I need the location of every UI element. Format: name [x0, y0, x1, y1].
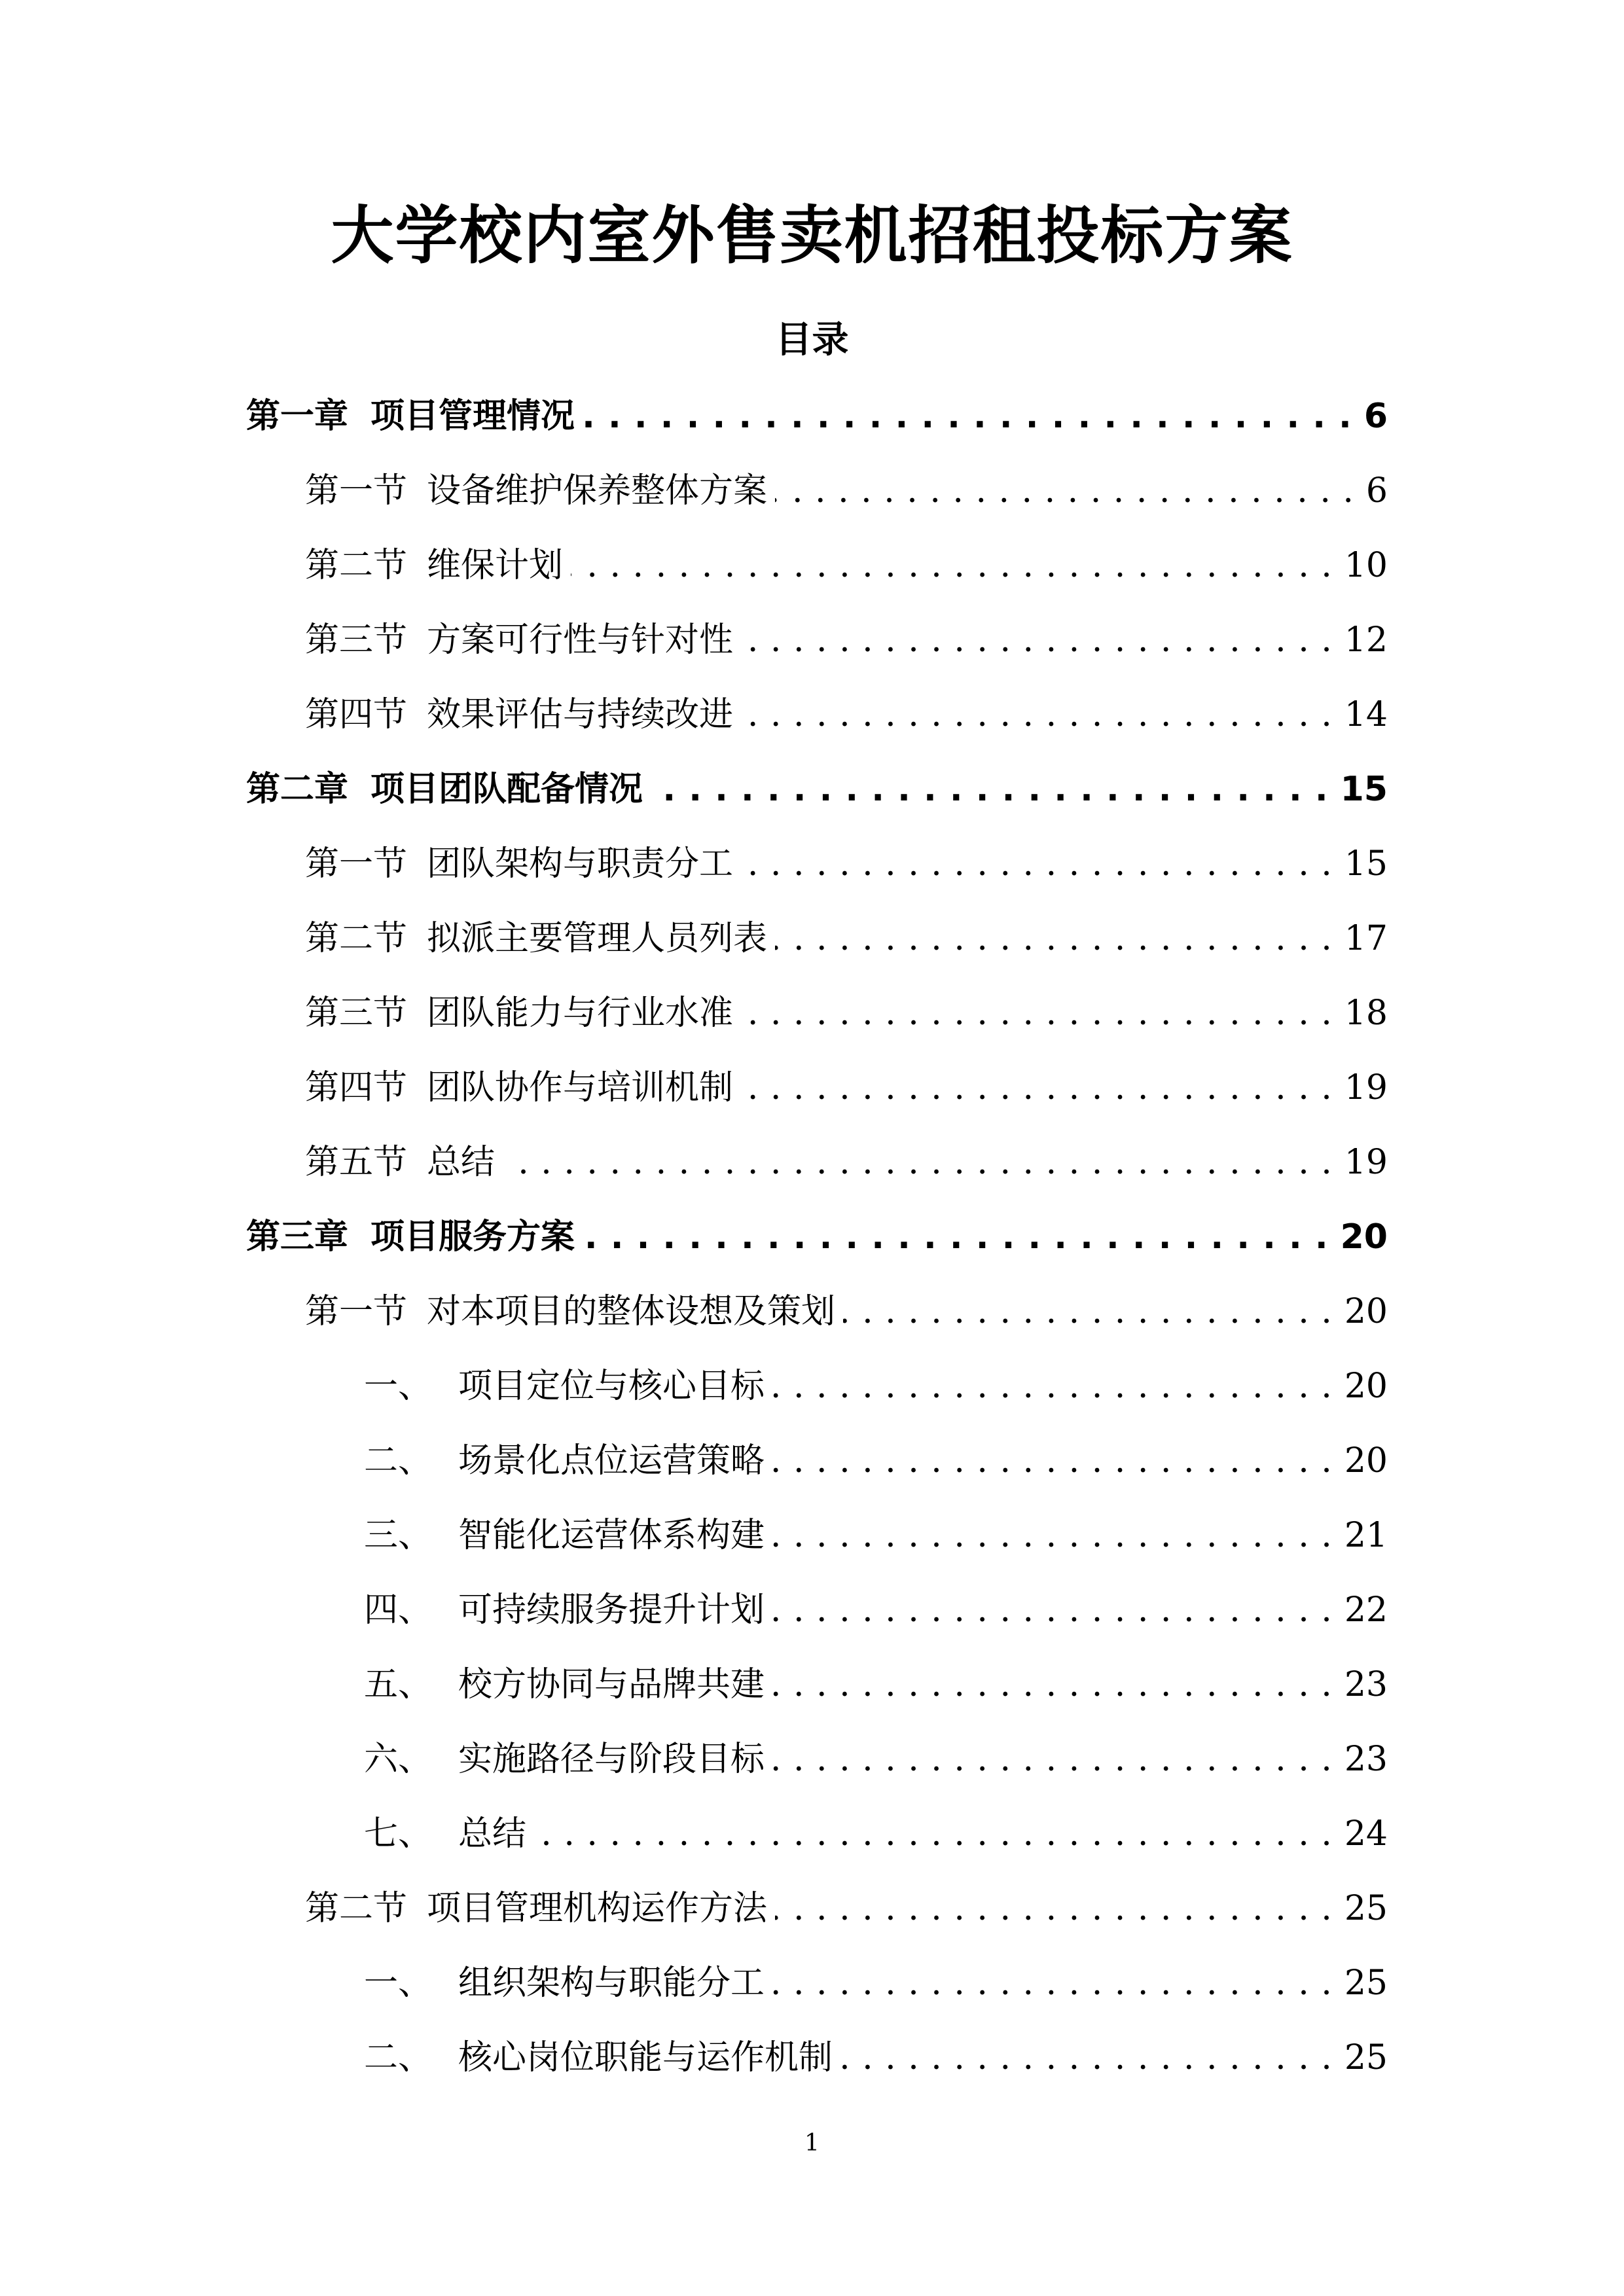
toc-entry-title: 设备维护保养整体方案	[427, 471, 768, 511]
toc-dot-leader	[741, 603, 1333, 677]
toc-entry-page: 25	[1344, 1889, 1388, 1928]
toc-entry-number: 一、	[364, 1367, 433, 1406]
toc-entry-page: 17	[1344, 919, 1388, 958]
toc-entry-number: 第二节	[305, 1889, 408, 1928]
toc-subsection-entry[interactable]	[364, 2020, 1388, 2095]
toc-dot-leader	[772, 1647, 1333, 1722]
toc-entry-number: 第二节	[305, 546, 408, 585]
toc-entry-page: 22	[1344, 1590, 1388, 1630]
toc-entry-title: 总结	[427, 1143, 496, 1182]
toc-section-entry[interactable]	[305, 1050, 1388, 1125]
toc-section-entry[interactable]	[305, 454, 1388, 528]
toc-subsection-entry[interactable]	[364, 1349, 1388, 1424]
toc-entry-title: 团队能力与行业水准	[427, 994, 734, 1033]
toc-section-entry[interactable]	[305, 1871, 1388, 1946]
page-number: 1	[804, 2130, 820, 2157]
toc-entry-label	[246, 379, 575, 454]
toc-entry-number: 第五节	[305, 1143, 408, 1182]
toc-entry-page: 19	[1344, 1068, 1388, 1107]
toc-dot-leader	[775, 901, 1333, 976]
toc-entry-label	[305, 603, 733, 677]
toc-entry-number: 第三节	[305, 620, 408, 660]
toc-section-entry[interactable]	[305, 677, 1388, 752]
toc-subsection-entry[interactable]	[364, 1722, 1388, 1797]
toc-entry-page: 25	[1344, 2038, 1388, 2077]
toc-entry-title: 总结	[458, 1814, 527, 1854]
toc-entry-title: 核心岗位职能与运作机制	[458, 2038, 833, 2077]
toc-entry-label	[305, 1125, 495, 1200]
toc-section-entry[interactable]	[305, 901, 1388, 976]
toc-entry-label	[305, 677, 733, 752]
toc-dot-leader	[772, 1424, 1333, 1498]
toc-entry-title: 项目管理机构运作方法	[427, 1889, 768, 1928]
toc-dot-leader	[775, 1871, 1333, 1946]
toc-entry-label	[364, 1946, 765, 2020]
toc-dot-leader	[741, 827, 1333, 901]
toc-dot-leader	[583, 379, 1352, 454]
toc-entry-page: 18	[1344, 994, 1388, 1033]
toc-dot-leader	[741, 1050, 1333, 1125]
toc-subsection-entry[interactable]	[364, 1946, 1388, 2020]
toc-subsection-entry[interactable]	[364, 1498, 1388, 1573]
toc-dot-leader	[772, 1946, 1333, 2020]
toc-entry-title: 维保计划	[427, 546, 564, 585]
toc-entry-number: 第一章	[246, 397, 349, 436]
toc-entry-page: 10	[1344, 546, 1388, 585]
toc-dot-leader	[775, 454, 1354, 528]
toc-entry-page: 20	[1344, 1292, 1388, 1331]
toc-entry-number: 七、	[364, 1814, 433, 1854]
toc-entry-number: 第三节	[305, 994, 408, 1033]
toc-chapter-entry[interactable]	[246, 752, 1388, 827]
toc-entry-label	[364, 1349, 765, 1424]
toc-entry-title: 方案可行性与针对性	[427, 620, 734, 660]
toc-chapter-entry[interactable]	[246, 1200, 1388, 1274]
toc-entry-title: 项目团队配备情况	[370, 770, 643, 809]
toc-entry-page: 20	[1340, 1217, 1388, 1257]
toc-entry-label	[364, 1498, 765, 1573]
toc-entry-number: 第一节	[305, 1292, 408, 1331]
toc-entry-label	[305, 976, 733, 1050]
toc-entry-number: 二、	[364, 2038, 433, 2077]
toc-subsection-entry[interactable]	[364, 1647, 1388, 1722]
toc-dot-leader	[840, 2020, 1333, 2095]
toc-subsection-entry[interactable]	[364, 1424, 1388, 1498]
toc-entry-page: 15	[1340, 770, 1388, 809]
toc-entry-label	[305, 1871, 767, 1946]
toc-dot-leader	[651, 752, 1329, 827]
toc-entry-label	[364, 1424, 765, 1498]
toc-entry-label	[246, 752, 643, 827]
toc-entry-label	[305, 901, 767, 976]
toc-subsection-entry[interactable]	[364, 1573, 1388, 1647]
toc-entry-number: 六、	[364, 1740, 433, 1779]
toc-entry-number: 第一节	[305, 844, 408, 884]
toc-entry-number: 一、	[364, 1964, 433, 2003]
toc-section-entry[interactable]	[305, 1125, 1388, 1200]
toc-entry-page: 21	[1344, 1516, 1388, 1555]
toc-entry-title: 对本项目的整体设想及策划	[427, 1292, 836, 1331]
toc-entry-number: 三、	[364, 1516, 433, 1555]
toc-dot-leader	[772, 1722, 1333, 1797]
toc-entry-number: 四、	[364, 1590, 433, 1630]
toc-entry-label	[305, 1050, 733, 1125]
toc-section-entry[interactable]	[305, 827, 1388, 901]
toc-dot-leader	[772, 1498, 1333, 1573]
toc-entry-title: 效果评估与持续改进	[427, 695, 734, 734]
toc-entry-title: 实施路径与阶段目标	[458, 1740, 765, 1779]
toc-entry-page: 25	[1344, 1964, 1388, 2003]
toc-dot-leader	[571, 528, 1333, 603]
toc-section-entry[interactable]	[305, 603, 1388, 677]
toc-entry-label	[364, 1647, 765, 1722]
toc-dot-leader	[741, 976, 1333, 1050]
toc-entry-page: 6	[1363, 397, 1388, 436]
toc-entry-page: 24	[1344, 1814, 1388, 1854]
toc-entry-label	[364, 1797, 526, 1871]
toc-entry-label	[246, 1200, 575, 1274]
toc-section-entry[interactable]	[305, 1274, 1388, 1349]
toc-entry-title: 可持续服务提升计划	[458, 1590, 765, 1630]
toc-entry-number: 第四节	[305, 1068, 408, 1107]
toc-entry-page: 14	[1344, 695, 1388, 734]
toc-entry-number: 二、	[364, 1441, 433, 1480]
toc-entry-page: 23	[1344, 1740, 1388, 1779]
toc-entry-title: 场景化点位运营策略	[458, 1441, 765, 1480]
toc-entry-page: 19	[1344, 1143, 1388, 1182]
toc-entry-number: 第二节	[305, 919, 408, 958]
toc-entry-title: 团队协作与培训机制	[427, 1068, 734, 1107]
toc-chapter-entry[interactable]	[246, 379, 1388, 454]
toc-entry-label	[364, 2020, 833, 2095]
toc-entry-title: 项目服务方案	[370, 1217, 575, 1257]
toc-entry-page: 20	[1344, 1367, 1388, 1406]
toc-entry-number: 第三章	[246, 1217, 349, 1257]
toc-entry-label	[305, 1274, 835, 1349]
toc-entry-number: 第二章	[246, 770, 349, 809]
toc-entry-title: 拟派主要管理人员列表	[427, 919, 768, 958]
toc-dot-leader	[843, 1274, 1333, 1349]
toc-entry-title: 项目定位与核心目标	[458, 1367, 765, 1406]
toc-subsection-entry[interactable]	[364, 1797, 1388, 1871]
toc-dot-leader	[503, 1125, 1333, 1200]
toc-entry-number: 第四节	[305, 695, 408, 734]
toc-entry-label	[305, 827, 733, 901]
toc-dot-leader	[772, 1573, 1333, 1647]
document-title: 大学校内室外售卖机招租投标方案	[331, 199, 1293, 272]
toc-dot-leader	[741, 677, 1333, 752]
toc-entry-label	[305, 528, 563, 603]
toc-entry-label	[364, 1573, 765, 1647]
toc-dot-leader	[583, 1200, 1329, 1274]
toc-entry-page: 15	[1344, 844, 1388, 884]
toc-entry-page: 23	[1344, 1665, 1388, 1704]
toc-entry-number: 五、	[364, 1665, 433, 1704]
toc-entry-page: 12	[1344, 620, 1388, 660]
toc-entry-page: 20	[1344, 1441, 1388, 1480]
toc-entry-title: 组织架构与职能分工	[458, 1964, 765, 2003]
toc-entry-number: 第一节	[305, 471, 408, 511]
toc-dot-leader	[772, 1349, 1333, 1424]
toc-dot-leader	[534, 1797, 1333, 1871]
toc-section-entry[interactable]	[305, 976, 1388, 1050]
toc-entry-page: 6	[1365, 471, 1388, 511]
toc-entry-label	[364, 1722, 765, 1797]
toc-entry-title: 校方协同与品牌共建	[458, 1665, 765, 1704]
toc-entry-title: 项目管理情况	[370, 397, 575, 436]
toc-entry-title: 智能化运营体系构建	[458, 1516, 765, 1555]
toc-entry-label	[305, 454, 767, 528]
toc-heading: 目录	[775, 319, 849, 361]
toc-entry-title: 团队架构与职责分工	[427, 844, 734, 884]
toc-section-entry[interactable]	[305, 528, 1388, 603]
